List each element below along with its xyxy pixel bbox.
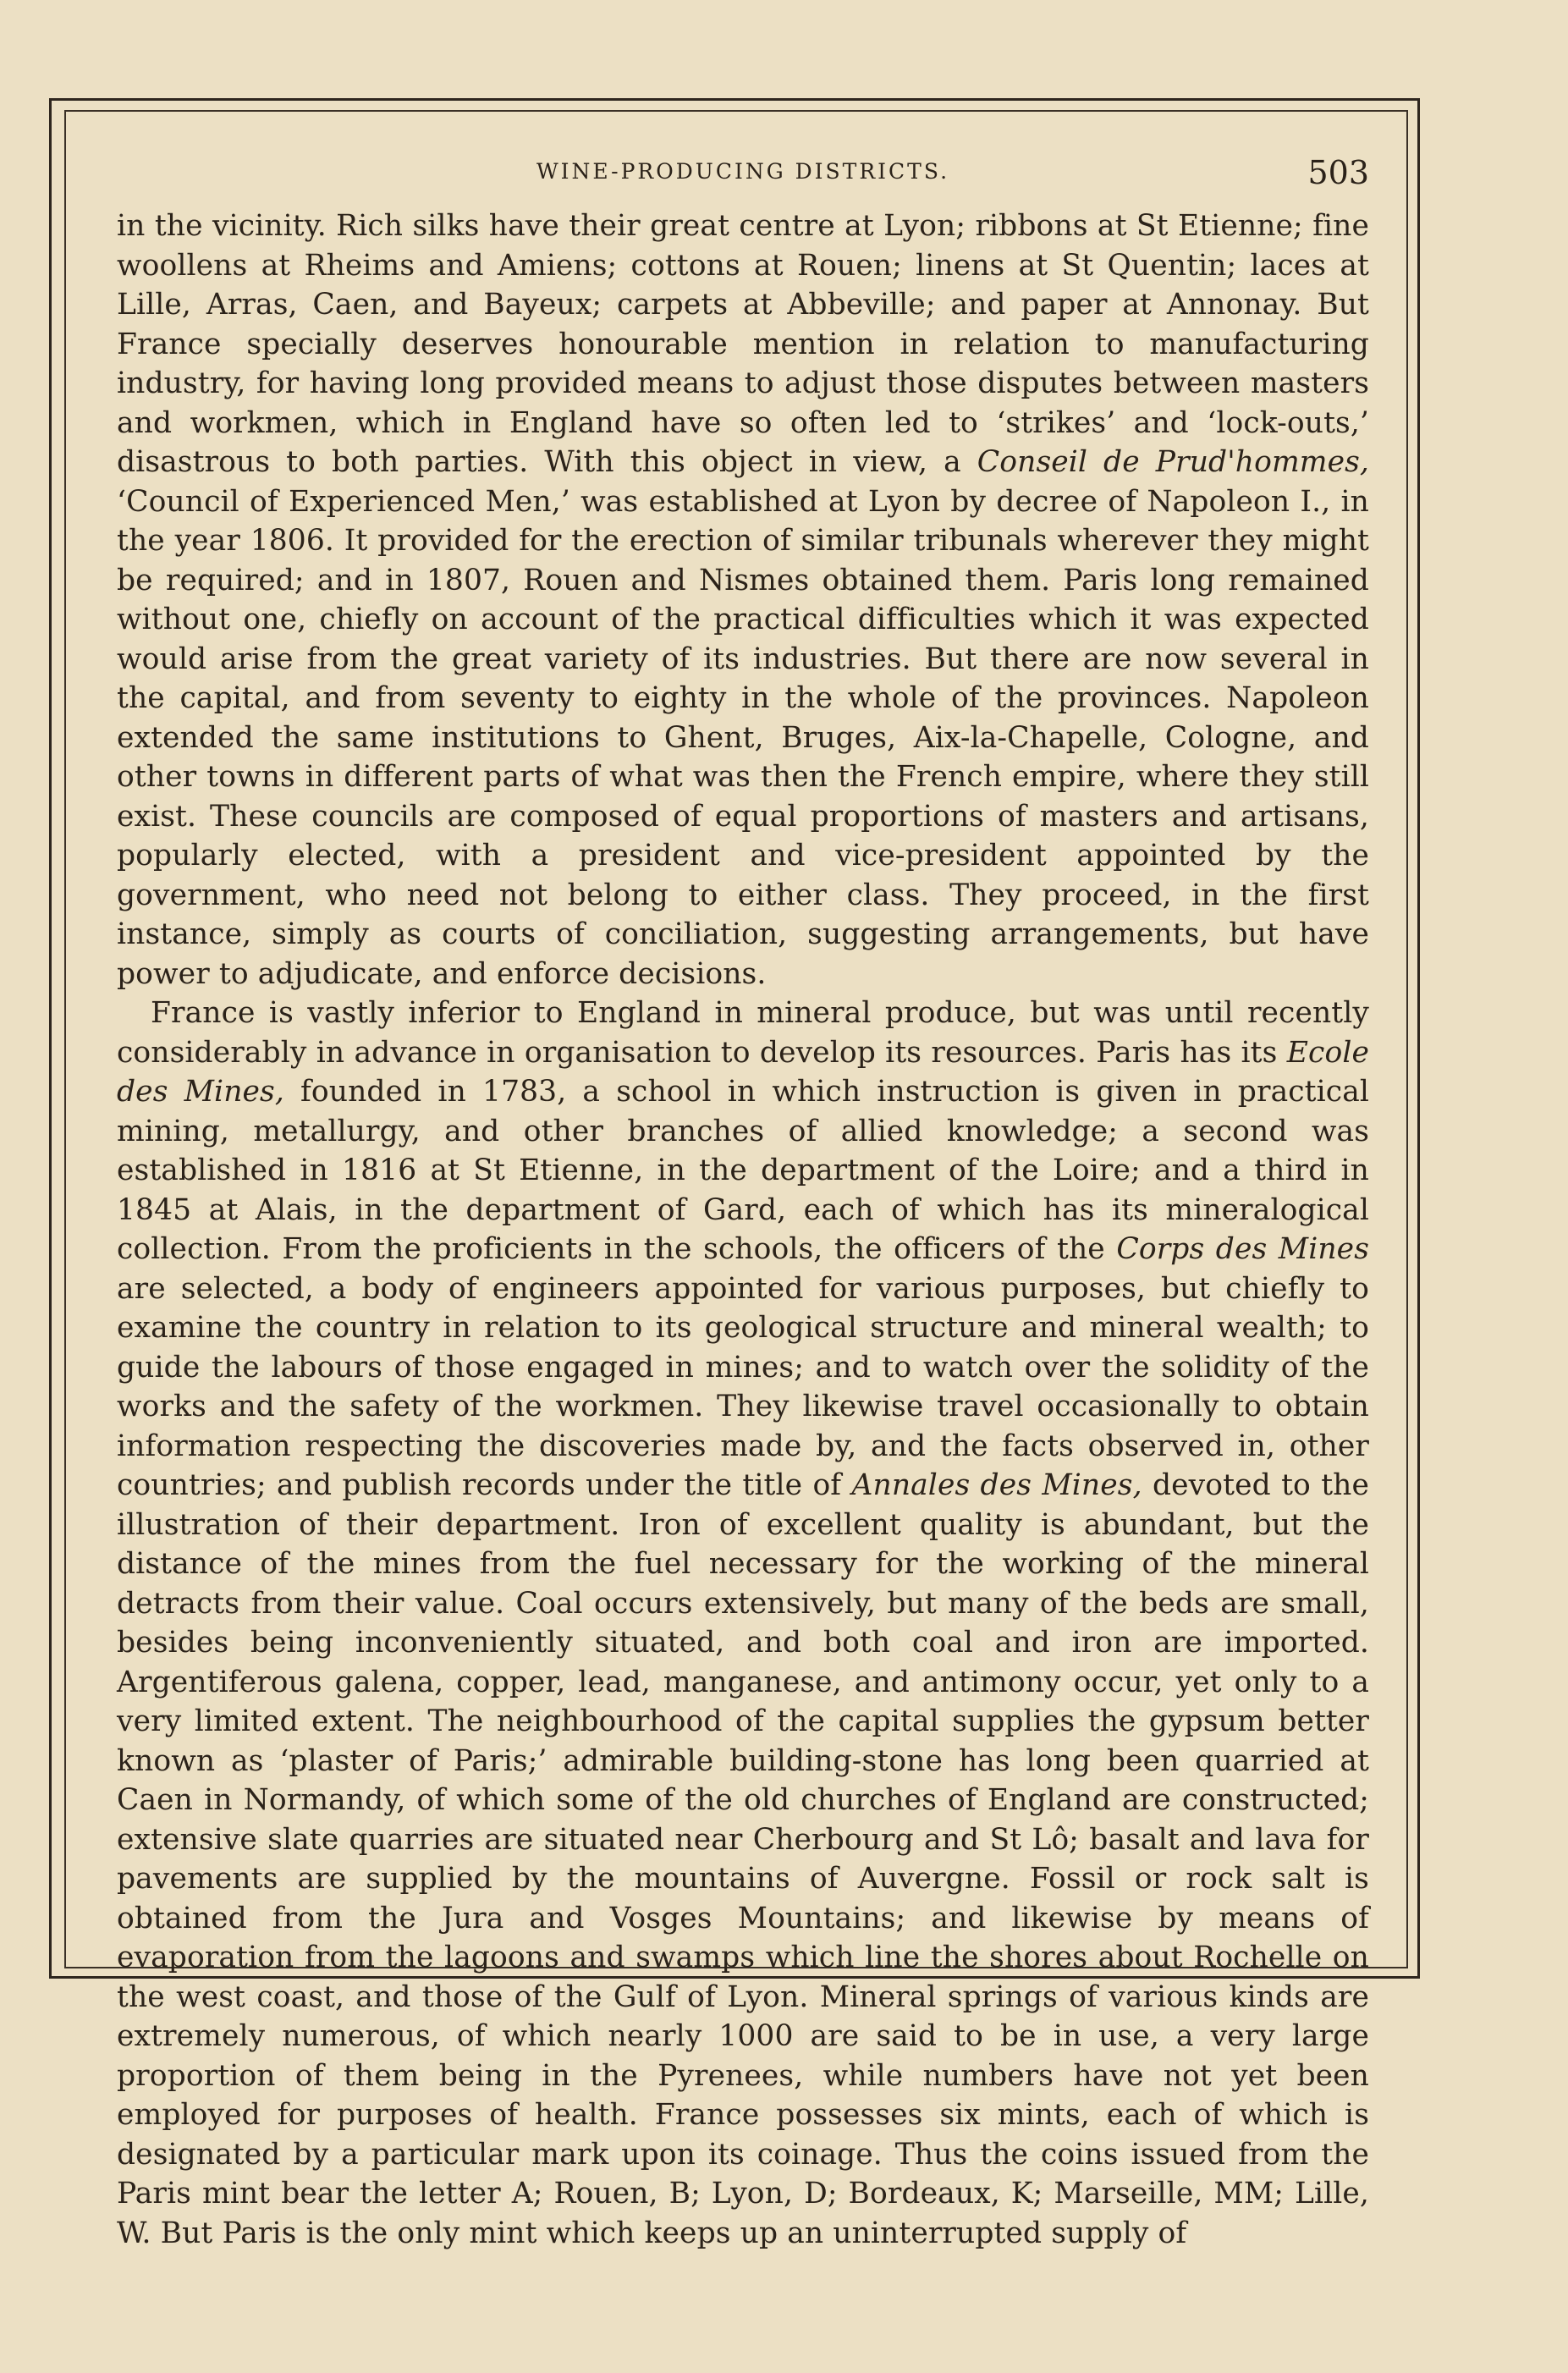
text-segment: in the vicinity. Rich silks have their great centre at Lyon; ribbons at St Etienne; fine woollens at Rheims and Amiens; cottons at Rouen; linens at St Quentin; laces at Lille, Arras, Caen, and Bayeux; carpets at Abbeville; and paper at Annonay. But France specially deserves honourable mention in relation to manufacturing industry, for having long provided means to adjust those disputes between masters and workmen, which in England have so often led to ‘strikes’ and ‘lock-outs,’ disastrous to both parties. With this object in view, a xyxy=(117,209,1369,479)
running-head-title: WINE-PRODUCING DISTRICTS. xyxy=(536,159,950,184)
text-segment: founded in 1783, a school in which instruction is given in practical mining, metallurgy, and other branches of allied knowledge; a second was established in 1816 at St Etienne, in the department of the Loire; and a third in 1845 at Alais, in the department of Gard, each of which has its mineralogical collection. From the proficients in the schools, the officers of the xyxy=(117,1075,1369,1266)
italic-segment: Conseil de Prud'hommes, xyxy=(977,445,1369,479)
body-text xyxy=(117,206,1369,2253)
page-number: 503 xyxy=(1307,154,1369,191)
text-segment: devoted to the illustration of their department. Iron of excellent quality is abundant, but the distance of the mines from the fuel necessary for the working of the mineral detracts from their value. Coal occurs extensively, but many of the beds are small, besides being inconveniently situated, and both coal and iron are imported. Argentiferous galena, copper, lead, manganese, and antimony occur, yet only to a very limited extent. The neighbourhood of the capital supplies the gypsum better known as ‘plaster of Paris;’ admirable building-stone has long been quarried at Caen in Normandy, of which some of the old churches of England are constructed; extensive slate quarries are situated near Cherbourg and St Lô; basalt and lava for pavements are supplied by the mountains of Auvergne. Fossil or rock salt is obtained from the Jura and Vosges Mountains; and likewise by means of evaporation from the lagoons and swamps which line the shores about Rochelle on the west coast, and those of the Gulf of Lyon. Mineral springs of various kinds are extremely numerous, of which nearly 1000 are said to be in use, a very large proportion of them being in the Pyrenees, while numbers have not yet been employed for purposes of health. France possesses six mints, each of which is designated by a particular mark upon its coinage. Thus the coins issued from the Paris mint bear the letter A; Rouen, B; Lyon, D; Bordeaux, K; Marseille, MM; Lille, W. But Paris is the only mint which keeps up an uninterrupted supply of xyxy=(117,1468,1370,2250)
text-segment: ‘Council of Experienced Men,’ was established at Lyon by decree of Napoleon I., in the year 1806. It provided for the erection of similar tribunals wherever they might be required; and in 1807, Rouen and Nismes obtained them. Paris long remained without one, chiefly on account of the practical difficulties which it was expected would arise from the great variety of its industries. But there are now several in the capital, and from seventy to eighty in the whole of the provinces. Napoleon extended the same institutions to Ghent, Bruges, Aix-la-Chapelle, Cologne, and other towns in different parts of what was then the French empire, where they still exist. These councils are composed of equal proportions of masters and artisans, popularly elected, with a president and vice-president appointed by the government, who need not belong to either class. They proceed, in the first instance, simply as courts of conciliation, suggesting arrangements, but have power to adjudicate, and enforce decisions. xyxy=(117,484,1369,991)
running-head xyxy=(117,152,1369,196)
italic-segment: Ecole des Mines, xyxy=(117,1035,1369,1109)
paragraph-2 xyxy=(117,994,1369,2253)
text-segment: France is vastly inferior to England in mineral produce, but was until recently considerably in advance in organisation to develop its resources. Paris has its xyxy=(117,996,1369,1070)
italic-segment: Annales des Mines, xyxy=(851,1468,1142,1502)
text-segment: are selected, a body of engineers appointed for various purposes, but chiefly to examine the country in relation to its geological structure and mineral wealth; to guide the labours of those engaged in mines; and to watch over the solidity of the works and the safety of the workmen. They likewise travel occasionally to obtain information respecting the discoveries made by, and the facts observed in, other countries; and publish records under the title of xyxy=(117,1271,1369,1502)
paragraph-1 xyxy=(117,206,1369,994)
page-content xyxy=(117,152,1369,2253)
italic-segment: Corps des Mines xyxy=(1116,1232,1369,1266)
